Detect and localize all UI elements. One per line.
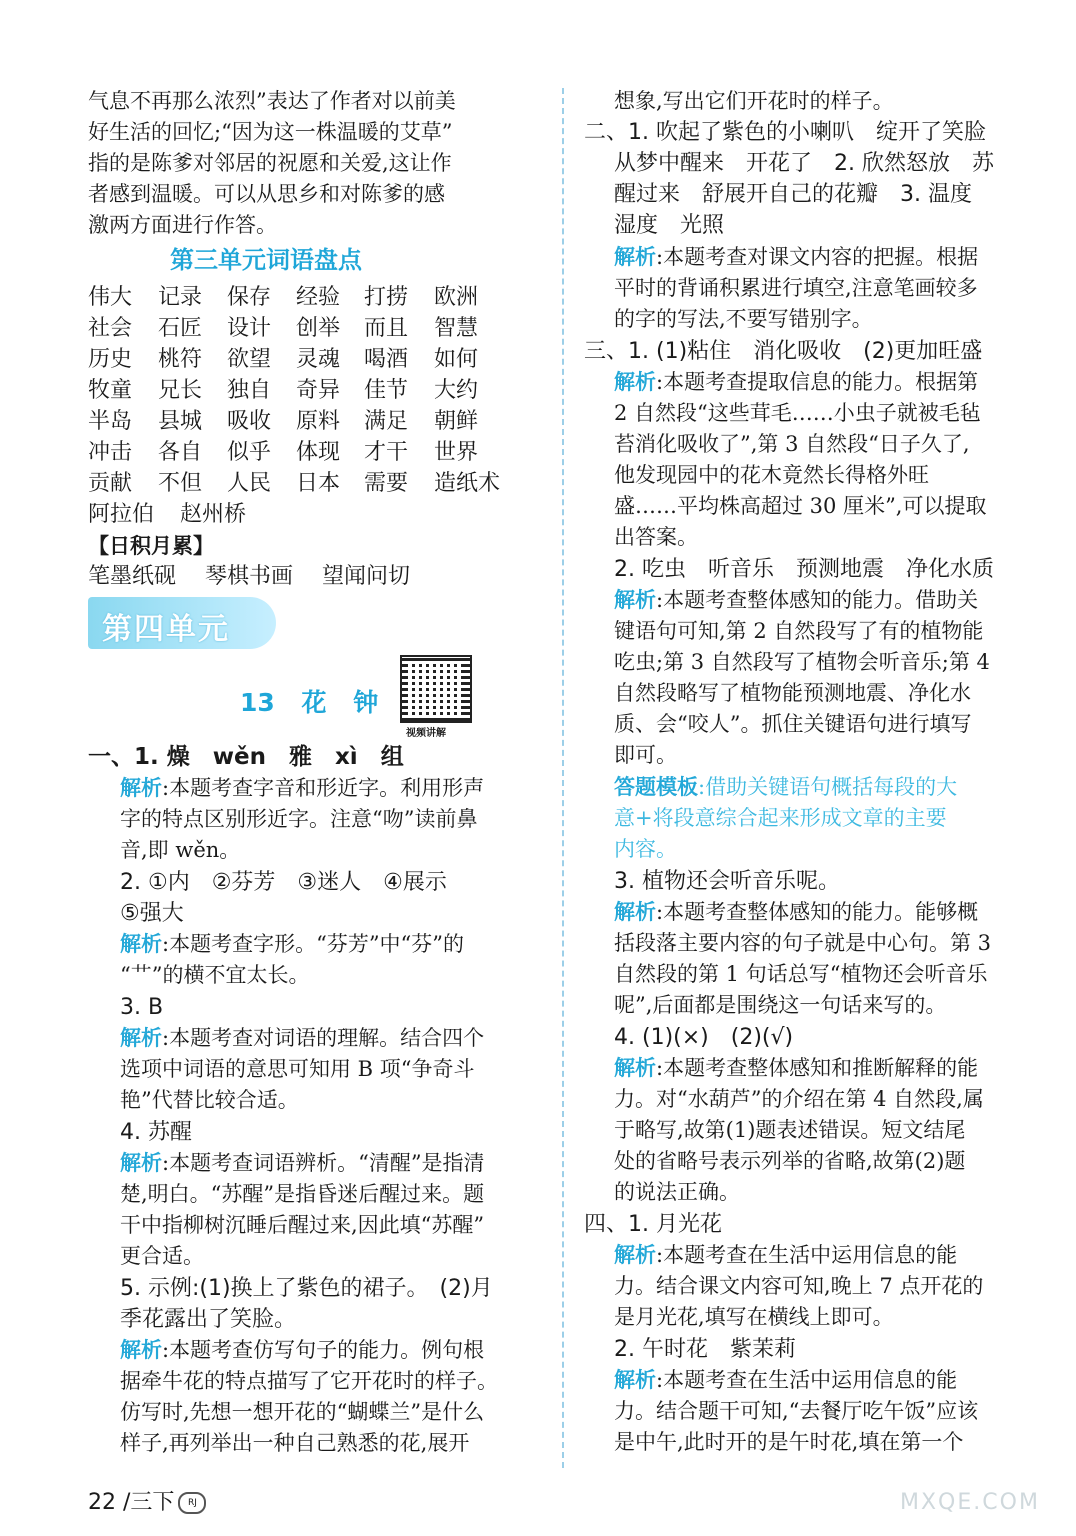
explanation-line: 据牵牛花的特点描写了它开花时的样子。 [120,1369,498,1393]
word-item: 保存 [227,285,272,310]
word-item: 石匠 [158,316,203,341]
explanation-line: 自然段略写了植物能预测地震、净化水 [614,681,971,705]
text-line: 者感到温暖。可以从思乡和对陈爹的感 [88,182,445,206]
explanation-line: 解析:本题考查对词语的理解。结合四个 [120,1026,485,1050]
word-item: 贡献 [88,471,133,496]
explanation-line: 于略写,故第(1)题表述错误。短文结尾 [614,1118,966,1142]
word-item: 独自 [227,378,272,403]
answer-template-line: 内容。 [614,837,677,861]
word-item: 灵魂 [296,347,341,372]
explanation-line: 样子,再列举出一种自己熟悉的花,展开 [120,1431,470,1455]
text-line: 气息不再那么浓烈”表达了作者对以前美 [88,89,456,113]
explanation-line: 力。结合课文内容可知,晚上 7 点开花的 [614,1274,984,1298]
explanation-line: 楚,明白。“苏醒”是指昏迷后醒过来。题 [120,1182,485,1206]
answer-line: 二、1. 吹起了紫色的小喇叭 绽开了笑脸 [584,120,986,145]
answer-line: 2. ①内 ②芬芳 ③迷人 ④展示 [120,870,447,895]
answer-line: 4. (1)(×) (2)(√) [614,1025,794,1050]
explanation-line: 平时的背诵积累进行填空,注意笔画较多 [614,276,978,300]
word-item: 社会 [88,316,133,341]
explanation-line: 仿写时,先想一想开花的“蝴蝶兰”是什么 [120,1400,485,1424]
riji-items: 笔墨纸砚 琴棋书画 望闻问切 [88,564,410,589]
explanation-line: 括段落主要内容的句子就是中心句。第 3 [614,931,992,955]
word-item: 欲望 [227,347,272,372]
word-item: 伟大 [88,285,133,310]
unit4-label: 第四单元 [102,612,230,647]
word-item: 造纸术 [434,471,501,496]
explanation-line: 即可。 [614,743,677,767]
word-item: 不但 [158,471,203,496]
explanation-line: 干中指柳树沉睡后醒过来,因此填“苏醒” [120,1213,485,1237]
riji-label: 【日积月累】 [88,534,214,558]
word-item: 原料 [296,409,341,434]
explanation-line: 的说法正确。 [614,1180,740,1204]
word-item: 如何 [434,347,479,372]
answer-line: 醒过来 舒展开自己的花瓣 3. 温度 [614,182,972,207]
answer-line: 三、1. (1)粘住 消化吸收 (2)更加旺盛 [584,339,983,364]
word-item: 历史 [88,347,133,372]
edition-badge: RJ [178,1492,206,1514]
explanation-line: 质、会“咬人”。抓住关键语句进行填写 [614,712,972,736]
explanation-line: 解析:本题考查整体感知的能力。借助关 [614,588,979,612]
text-line: 好生活的回忆;“因为这一株温暖的艾草” [88,120,453,144]
explanation-line: 是月光花,填写在横线上即可。 [614,1305,894,1329]
qr-label: 视频讲解 [406,728,446,739]
word-item: 体现 [296,440,341,465]
explanation-line: 自然段的第 1 句话总写“植物还会听音乐 [614,962,988,986]
word-item: 冲击 [88,440,133,465]
word-item: 吸收 [227,409,272,434]
explanation-line: 音,即 wěn。 [120,838,241,862]
qr-code-icon[interactable] [400,655,472,723]
explanation-line: 解析:本题考查字形。“芬芳”中“芬”的 [120,932,465,956]
explanation-line: 解析:本题考查对课文内容的把握。根据 [614,245,979,269]
answer-line: 3. B [120,995,164,1020]
word-item: 半岛 [88,409,133,434]
word-item: 赵州桥 [180,502,247,527]
word-item: 智慧 [434,316,479,341]
explanation-line: 出答案。 [614,525,698,549]
column-divider [562,88,564,1468]
explanation-line: 处的省略号表示列举的省略,故第(2)题 [614,1149,966,1173]
word-item: 人民 [227,471,272,496]
word-item: 似乎 [227,440,272,465]
text-line: 指的是陈爹对邻居的祝愿和关爱,这让作 [88,151,452,175]
explanation-line: 艳”代替比较合适。 [120,1088,299,1112]
lesson-title: 13 花 钟 [240,688,379,717]
answer-line: 四、1. 月光花 [584,1212,722,1237]
explanation-line: 字的特点区别形近字。注意“吻”读前鼻 [120,807,478,831]
explanation-line: 吃虫;第 3 自然段写了植物会听音乐;第 4 [614,650,990,674]
word-item: 欧洲 [434,285,479,310]
explanation-line: 解析:本题考查在生活中运用信息的能 [614,1368,958,1392]
unit4-banner [88,597,276,649]
explanation-line: 的字的写法,不要写错别字。 [614,307,873,331]
answer-line: 湿度 光照 [614,213,725,238]
explanation-line: 力。结合题干可知,“去餐厅吃午饭”应该 [614,1399,979,1423]
answer-line: ⑤强大 [120,901,184,926]
explanation-line: 更合适。 [120,1244,204,1268]
explanation-line: 力。对“水葫芦”的介绍在第 4 自然段,属 [614,1087,984,1111]
answer-line: 2. 午时花 紫茉莉 [614,1337,796,1362]
word-item: 日本 [296,471,341,496]
word-item: 朝鲜 [434,409,479,434]
answer-line: 从梦中醒来 开花了 2. 欣然怒放 苏 [614,151,994,176]
answer-line: 一、1. 燥 wěn 雅 xì 组 [88,744,404,770]
explanation-line: 解析:本题考查仿写句子的能力。例句根 [120,1338,485,1362]
explanation-line: 解析:本题考查字音和形近字。利用形声 [120,776,485,800]
word-item: 经验 [296,285,341,310]
explanation-line: 解析:本题考查整体感知的能力。能够概 [614,900,979,924]
explanation-line: 他发现园中的花木竟然长得格外旺 [614,463,929,487]
text-line: 想象,写出它们开花时的样子。 [614,89,894,113]
explanation-line: 解析:本题考查整体感知和推断解释的能 [614,1056,979,1080]
word-item: 满足 [364,409,409,434]
text-line: 激两方面进行作答。 [88,213,277,237]
word-item: 喝酒 [364,347,409,372]
answer-line: 4. 苏醒 [120,1120,192,1145]
word-item: 兄长 [158,378,203,403]
answer-line: 季花露出了笑脸。 [120,1307,297,1332]
word-item: 需要 [364,471,409,496]
answer-template-line: 意+将段意综合起来形成文章的主要 [614,806,947,830]
word-item: 记录 [158,285,203,310]
word-item: 世界 [434,440,479,465]
explanation-line: 呢”,后面都是围绕这一句话来写的。 [614,993,947,1017]
unit3-word-review-title: 第三单元词语盘点 [170,246,362,274]
word-item: 佳节 [364,378,409,403]
answer-line: 3. 植物还会听音乐呢。 [614,869,840,894]
word-item: 而且 [364,316,409,341]
explanation-line: 解析:本题考查词语辨析。“清醒”是指清 [120,1151,485,1175]
word-item: 牧童 [88,378,133,403]
answer-line: 2. 吃虫 听音乐 预测地震 净化水质 [614,557,994,582]
word-item: 打捞 [364,285,409,310]
word-item: 创举 [296,316,341,341]
word-item: 阿拉伯 [88,502,155,527]
word-item: 奇异 [296,378,341,403]
explanation-line: 选项中词语的意思可知用 B 项“争奇斗 [120,1057,475,1081]
page-number: 22 /三下 [88,1490,175,1515]
explanation-line: 解析:本题考查提取信息的能力。根据第 [614,370,979,394]
word-item: 设计 [227,316,272,341]
explanation-line: “艹”的横不宜太长。 [120,963,310,987]
word-item: 县城 [158,409,203,434]
explanation-line: 解析:本题考查在生活中运用信息的能 [614,1243,958,1267]
word-item: 桃符 [158,347,203,372]
word-item: 才干 [364,440,409,465]
word-item: 大约 [434,378,479,403]
word-item: 各自 [158,440,203,465]
explanation-line: 是中午,此时开的是午时花,填在第一个 [614,1430,964,1454]
explanation-line: 键语句可知,第 2 自然段写了有的植物能 [614,619,984,643]
explanation-line: 苔消化吸收了”,第 3 自然段“日子久了, [614,432,970,456]
answer-line: 5. 示例:(1)换上了紫色的裙子。 (2)月 [120,1276,493,1301]
page-footer [88,1485,206,1516]
answer-template-line: 答题模板:借助关键语句概括每段的大 [614,775,958,799]
explanation-line: 2 自然段“这些茸毛……小虫子就被毛毡 [614,401,981,425]
watermark: MXQE.COM [900,1490,1040,1515]
explanation-line: 盛……平均株高超过 30 厘米”,可以提取 [614,494,987,518]
